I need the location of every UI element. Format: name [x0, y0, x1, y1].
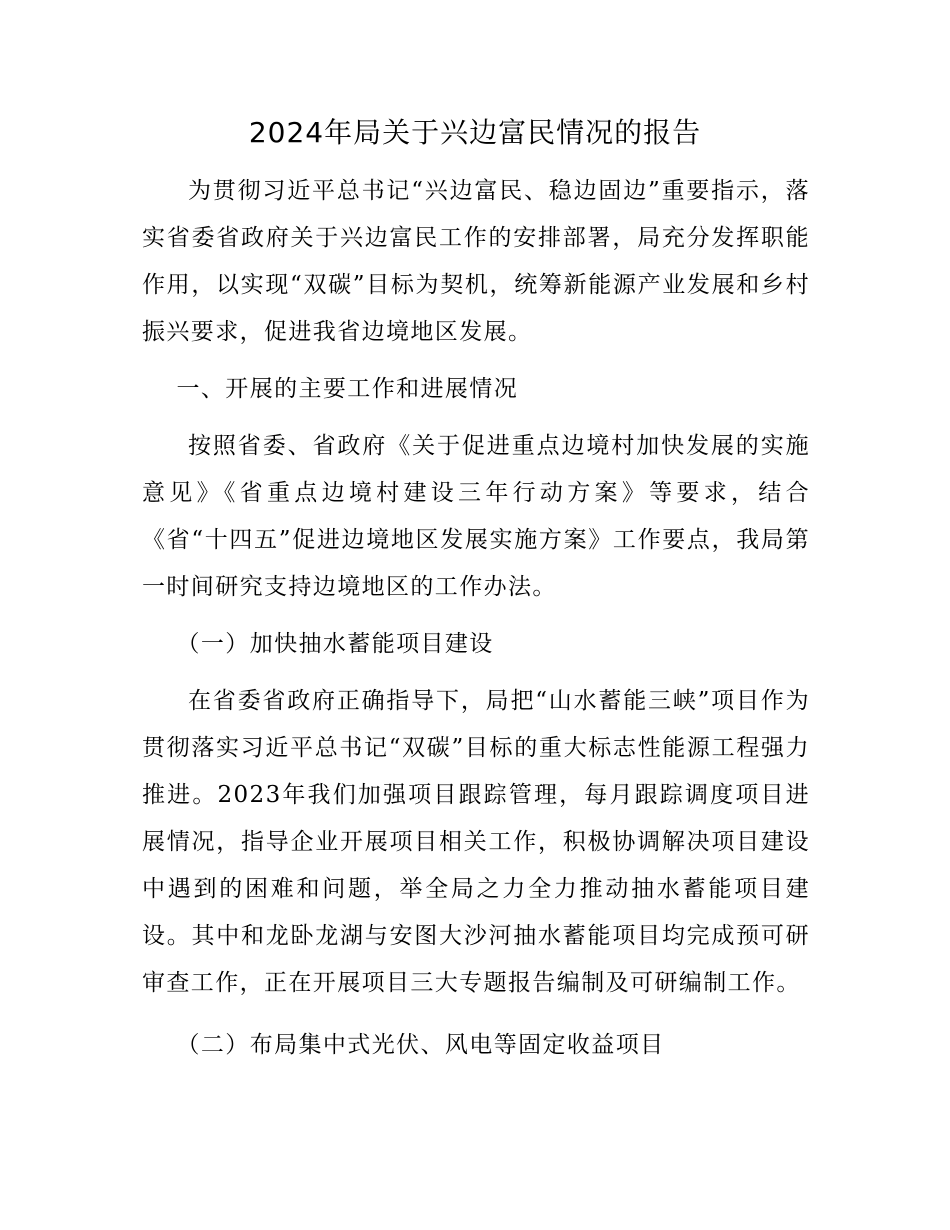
intro-paragraph: 为贯彻习近平总书记“兴边富民、稳边固边”重要指示，落实省委省政府关于兴边富民工作的安排部署，局充分发挥职能作用，以实现“双碳”目标为契机，统筹新能源产业发展和乡村振兴要求，促进我省边境地区发展。: [142, 178, 810, 345]
section-1-paragraph: 按照省委、省政府《关于促进重点边境村加快发展的实施意见》《省重点边境村建设三年行动方案》等要求，结合《省“十四五”促进边境地区发展实施方案》工作要点，我局第一时间研究支持边境地区的工作办法。: [142, 433, 810, 600]
document-title: 2024年局关于兴边富民情况的报告: [248, 116, 702, 149]
subsection-1-paragraph: 在省委省政府正确指导下，局把“山水蓄能三峡”项目作为贯彻落实习近平总书记“双碳”目标的重大标志性能源工程强力推进。2023年我们加强项目跟踪管理，每月跟踪调度项目进展情况，指导企业开展项目相关工作，积极协调解决项目建设中遇到的困难和问题，举全局之力全力推动抽水蓄能项目建设。其中和龙卧龙湖与安图大沙河抽水蓄能项目均完成预可研审查工作，正在开展项目三大专题报告编制及可研编制工作。: [142, 688, 810, 996]
spacer: [142, 611, 810, 621]
subsection-heading-1: （一）加快抽水蓄能项目建设: [176, 631, 494, 657]
spacer: [142, 413, 810, 423]
section-heading-1: 一、开展的主要工作和进展情况: [176, 376, 519, 402]
spacer: [142, 356, 810, 366]
spacer: [142, 1007, 810, 1022]
document-body: [142, 168, 810, 1069]
subsection-heading-2: （二）布局集中式光伏、风电等固定收益项目: [176, 1032, 665, 1058]
spacer: [142, 668, 810, 678]
